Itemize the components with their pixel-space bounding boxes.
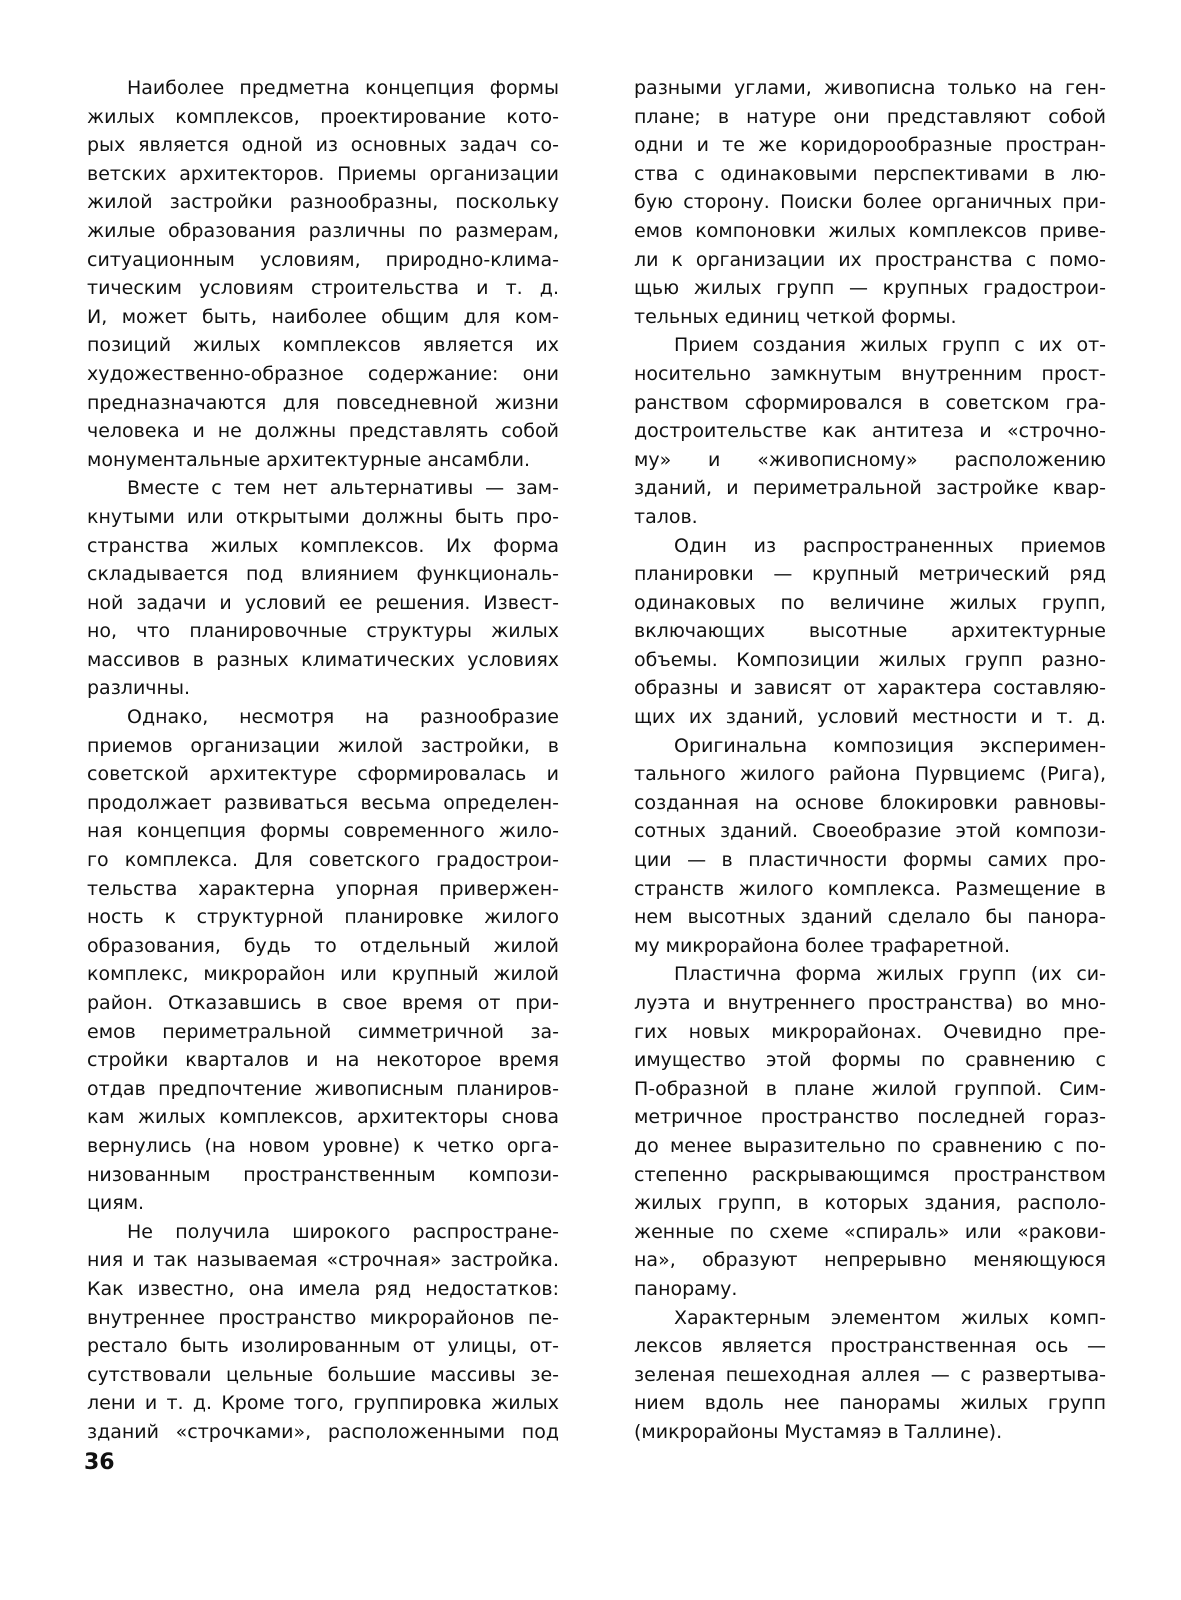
text-line: И, может быть, наиболее общим для ком- [87, 305, 559, 328]
text-line: рестало быть изолированным от улицы, от- [87, 1335, 559, 1358]
text-line: ная концепция формы современного жило- [87, 820, 559, 843]
text-line: до менее выразительно по сравнению с по- [634, 1134, 1106, 1157]
text-line: Характерным элементом жилых комп- [674, 1306, 1106, 1329]
text-line: плане; в натуре они представляют собой [634, 105, 1106, 128]
text-line: Не получила широкого распростране- [127, 1220, 559, 1243]
text-line: Оригинальна композиция эксперимен- [674, 734, 1106, 757]
text-line: ранством сформировался в советском гра- [634, 391, 1106, 414]
text-line: Один из распространенных приемов [674, 534, 1106, 557]
text-line: носительно замкнутым внутренним прост- [634, 362, 1106, 385]
right-text-column [634, 74, 1106, 1447]
text-line: одинаковых по величине жилых групп, [634, 591, 1106, 614]
text-line: рых является одной из основных задач со- [87, 134, 559, 157]
text-line: жилых групп, в которых здания, располо- [634, 1192, 1106, 1215]
text-line: П-образной в плане жилой группой. Сим- [634, 1077, 1106, 1100]
text-line: странств жилого комплекса. Размещение в [634, 877, 1106, 900]
text-line: внутреннее пространство микрорайонов пе- [87, 1306, 559, 1329]
text-line: му микрорайона более трафаретной. [634, 934, 1011, 957]
text-line: созданная на основе блокировки равновы- [634, 791, 1106, 814]
text-line: зеленая пешеходная аллея — с развертыва- [634, 1363, 1106, 1386]
text-line: ния и так называемая «строчная» застройка. [87, 1249, 559, 1272]
text-line: Как известно, она имела ряд недостатков: [87, 1277, 559, 1300]
left-text-column [87, 74, 559, 1447]
text-line: имущество этой формы по сравнению с [634, 1049, 1106, 1072]
text-line: тального жилого района Пурвциемс (Рига), [634, 763, 1106, 786]
text-line: кнутыми или открытыми должны быть про- [87, 505, 559, 528]
text-line: вернулись (на новом уровне) к четко орга- [87, 1134, 559, 1157]
text-line: Наиболее предметна концепция формы [127, 77, 559, 99]
text-line: циям. [87, 1192, 145, 1215]
text-line: талов. [634, 505, 698, 528]
text-line: стройки кварталов и на некоторое время [87, 1049, 559, 1072]
text-line: панораму. [634, 1277, 738, 1300]
text-line: сутствовали цельные большие массивы зе- [87, 1363, 559, 1386]
text-line: включающих высотные архитектурные [634, 620, 1106, 643]
text-line: жилые образования различны по размерам, [87, 219, 559, 242]
text-line: зданий «строчками», расположенными под [87, 1420, 559, 1443]
text-line: продолжает развиваться весьма определен- [87, 791, 559, 814]
text-line: щью жилых групп — крупных градострои- [634, 277, 1106, 300]
text-line: ства с одинаковыми перспективами в лю- [634, 162, 1106, 185]
text-line: бую сторону. Поиски более органичных при- [634, 191, 1106, 214]
text-line: женные по схеме «спираль» или «ракови- [634, 1220, 1106, 1243]
text-line: различны. [87, 677, 190, 700]
text-line: жилой застройки разнообразны, поскольку [87, 191, 559, 214]
text-line: гих новых микрорайонах. Очевидно пре- [634, 1020, 1106, 1043]
text-line: нем высотных зданий сделало бы панора- [634, 906, 1106, 929]
text-line: жилых комплексов, проектирование кото- [87, 105, 559, 128]
text-line: Однако, несмотря на разнообразие [127, 706, 559, 729]
text-line: приемов организации жилой застройки, в [87, 734, 559, 757]
text-line: планировки — крупный метрический ряд [634, 563, 1106, 586]
text-line: ли к организации их пространства с помо- [634, 248, 1106, 271]
text-line: позиций жилых комплексов является их [87, 334, 559, 357]
text-line: отдав предпочтение живописным планиров- [87, 1077, 559, 1100]
text-line: монументальные архитектурные ансамбли. [87, 448, 531, 471]
text-line: художественно-образное содержание: они [87, 362, 559, 385]
text-line: достроительстве как антитеза и «строчно- [634, 420, 1106, 443]
text-line: тельных единиц четкой формы. [634, 305, 957, 328]
text-line: складывается под влиянием функциональ- [87, 563, 559, 586]
text-line: зданий, и периметральной застройке квар- [634, 477, 1106, 500]
text-line: странства жилых комплексов. Их форма [87, 534, 559, 557]
text-line: щих их зданий, условий местности и т. д. [634, 706, 1106, 729]
text-line: одни и те же коридорообразные простран- [634, 134, 1106, 157]
page-number: 36 [84, 1450, 115, 1475]
text-line: низованным пространственным компози- [87, 1163, 559, 1186]
text-line: образны и зависят от характера составляю- [634, 677, 1106, 700]
text-line: сотных зданий. Своеобразие этой компози- [634, 820, 1106, 843]
text-line: предназначаются для повседневной жизни [87, 391, 559, 414]
text-line: метричное пространство последней горaз- [634, 1106, 1106, 1129]
text-line: советской архитектуре сформировалась и [87, 763, 559, 786]
text-line: му» и «живописному» расположению [634, 448, 1106, 471]
text-line: го комплекса. Для советского градострои- [87, 849, 559, 872]
text-line: Вместе с тем нет альтернативы — зам- [127, 477, 559, 500]
text-line: ситуационным условиям, природно-клима- [87, 248, 559, 271]
text-line: человека и не должны представлять собой [87, 420, 559, 443]
text-line: луэта и внутреннего пространства) во мно- [634, 992, 1106, 1014]
text-line: но, что планировочные структуры жилых [87, 620, 559, 643]
text-line: ной задачи и условий ее решения. Извест- [87, 591, 559, 614]
text-line: емов компоновки жилых комплексов приве- [634, 219, 1106, 242]
text-line: комплекс, микрорайон или крупный жилой [87, 963, 559, 986]
text-line: ность к структурной планировке жилого [87, 906, 559, 929]
text-line: объемы. Композиции жилых групп разно- [634, 648, 1106, 671]
text-line: на», образуют непрерывно меняющуюся [634, 1249, 1106, 1272]
text-line: тельства характерна упорная привержен- [87, 877, 559, 900]
text-line: тическим условиям строительства и т. д. [87, 277, 559, 300]
text-line: ции — в пластичности формы самих про- [634, 849, 1106, 872]
text-line: Прием создания жилых групп с их от- [674, 334, 1106, 357]
text-line: образования, будь то отдельный жилой [87, 934, 559, 957]
text-line: лексов является пространственная ось — [634, 1335, 1106, 1358]
text-line: район. Отказавшись в свое время от при- [87, 992, 559, 1014]
text-line: массивов в разных климатических условиях [87, 648, 559, 671]
text-line: степенно раскрывающимся пространством [634, 1163, 1106, 1186]
text-line: емов периметральной симметричной за- [87, 1020, 559, 1043]
text-line: кам жилых комплексов, архитекторы снова [87, 1106, 559, 1129]
text-line: ветских архитекторов. Приемы организации [87, 162, 559, 185]
text-line: разными углами, живописна только на ген- [634, 77, 1106, 99]
text-line: (микрорайоны Мустамяэ в Таллине). [634, 1420, 1003, 1443]
text-line: нием вдоль нее панорамы жилых групп [634, 1392, 1106, 1415]
text-line: Пластична форма жилых групп (их си- [674, 963, 1106, 986]
text-line: лени и т. д. Кроме того, группировка жилых [87, 1392, 559, 1415]
